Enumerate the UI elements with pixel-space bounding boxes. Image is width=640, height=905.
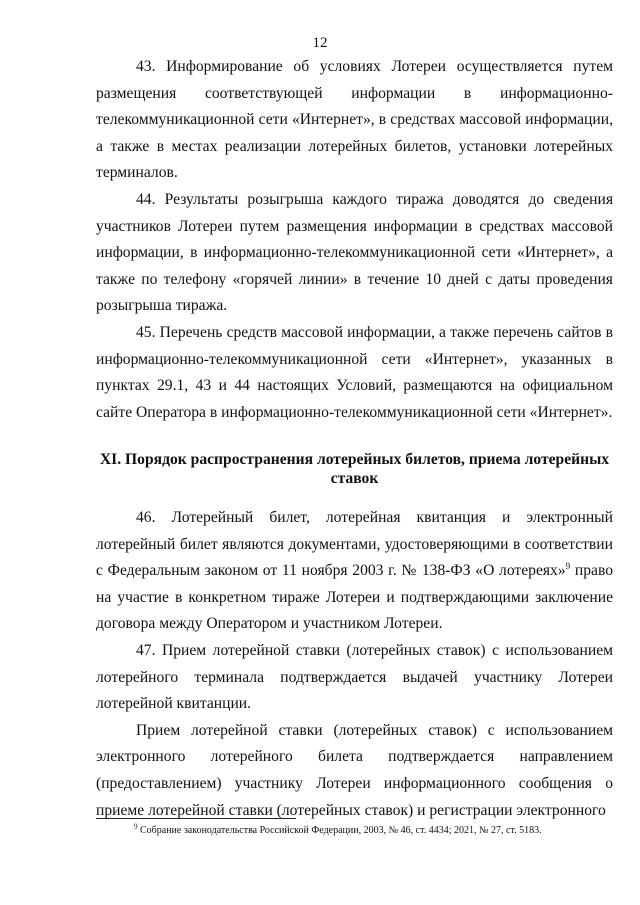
- paragraph-47: 47. Прием лотерейной ставки (лотерейных ставок) с использованием лотерейного терминала подтверждается выдачей участнику Лотереи лотерейной квитанции.: [96, 641, 613, 713]
- paragraph-44: 44. Результаты розыгрыша каждого тиража доводятся до сведения участников Лотереи путем размещения информации в средствах массовой информации, в информационно-телекоммуникационной сети «Интернет», а также по телефону «горячей линии» в течение 10 дней с даты проведения розыгрыша тиража.: [96, 190, 613, 315]
- paragraph-46-text-start: 46. Лотерейный билет, лотерейная квитанция и электронный лотерейный билет являются документами, удостоверяющими в соответствии с Федеральным законом от 11 ноября 2003 г. № 138-ФЗ «О лотереях»: [96, 509, 613, 580]
- section-heading: XI. Порядок распространения лотерейных билетов, приема лотерейных ставок: [99, 451, 610, 487]
- paragraphs-43-45: [96, 54, 613, 426]
- footnote-reference: 9: [565, 561, 571, 571]
- page-number: 12: [312, 35, 328, 51]
- paragraph-43: 43. Информирование об условиях Лотереи осуществляется путем размещения соответствующей информации в информационно-телекоммуникационной сети «Интернет», в средствах массовой информации, а также в местах реализации лотерейных билетов, установки лотерейных терминалов.: [96, 58, 613, 182]
- paragraphs-46-48: [96, 505, 613, 824]
- paragraph-46: [96, 505, 613, 638]
- footnote-divider: [96, 818, 296, 819]
- paragraph-48: Прием лотерейной ставки (лотерейных ставок) с использованием электронного лотерейного билета подтверждается направлением (предоставлением) участнику Лотереи информационного сообщения о приеме лотерейной ставки (лотерейных ставок) и регистрации электронного: [96, 721, 613, 819]
- footnote-marker: 9: [134, 822, 138, 831]
- footnote: [134, 824, 614, 837]
- footnote-text: Собрание законодательства Российской Федерации, 2003, № 46, ст. 4434; 2021, № 27, ст. 5183.: [137, 825, 542, 836]
- paragraph-45: 45. Перечень средств массовой информации, а также перечень сайтов в информационно-телекоммуникационной сети «Интернет», указанных в пунктах 29.1, 43 и 44 настоящих Условий, размещаются на официальном сайте Оператора в информационно-телекоммуникационной сети «Интернет».: [96, 323, 613, 421]
- paragraph-46-text-end: право на участие в конкретном тираже Лотереи и подтверждающими заключение договора между Оператором и участником Лотереи.: [96, 562, 613, 633]
